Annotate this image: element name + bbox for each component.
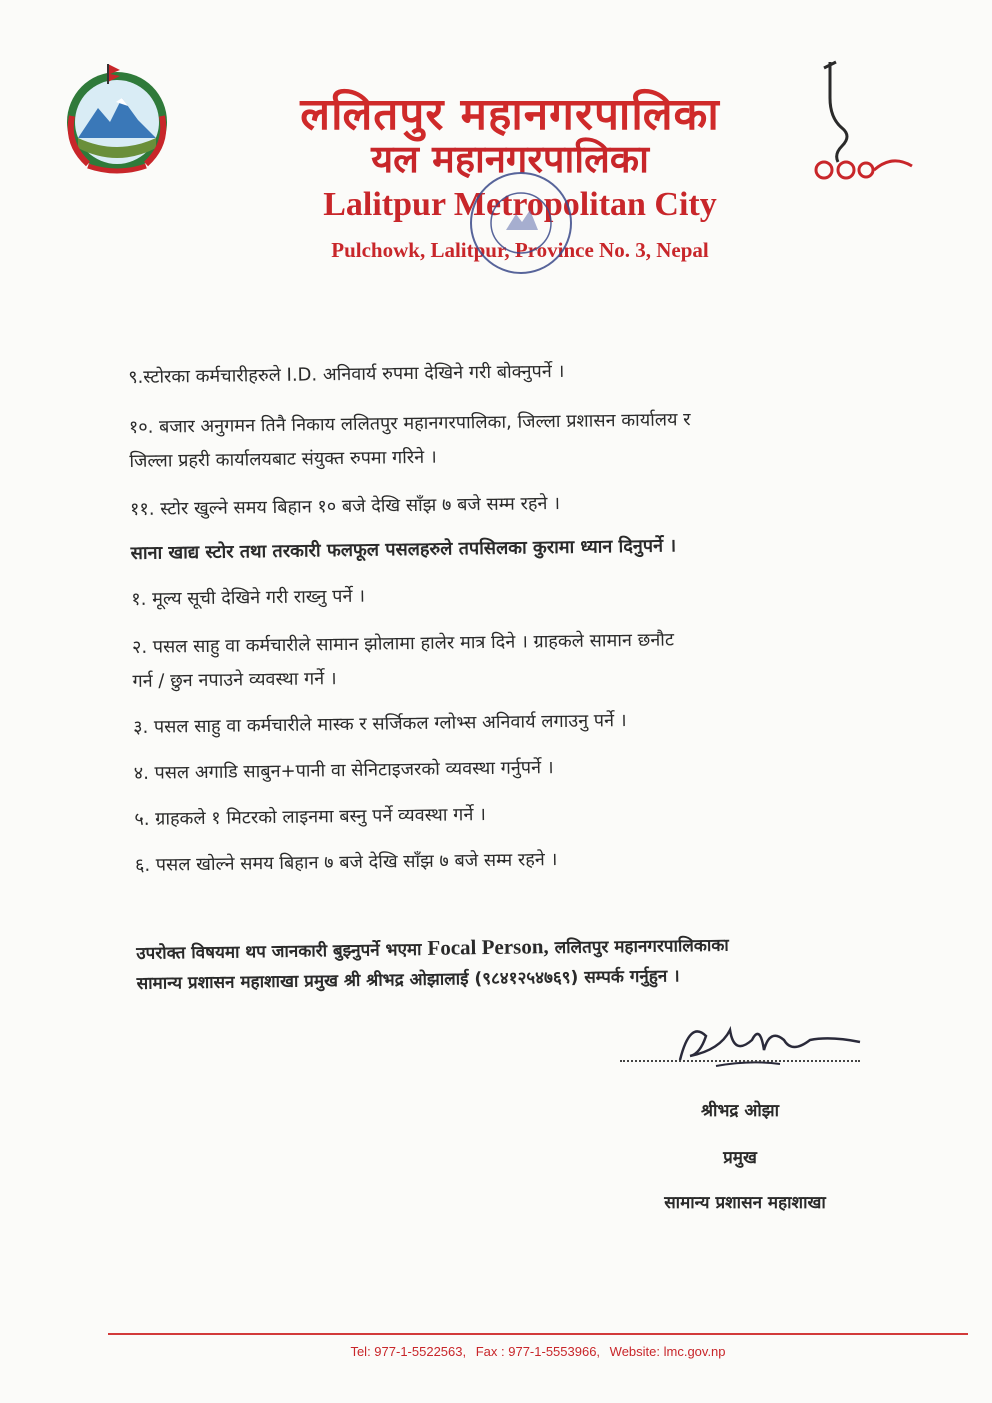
shop-item-5: ५. ग्राहकले १ मिटरको लाइनमा बस्नु पर्ने व्यवस्था गर्ने ।: [134, 804, 487, 830]
section-heading: साना खाद्य स्टोर तथा तरकारी फलफूल पसलहरुले तपसिलका कुरामा ध्यान दिनुपर्ने ।: [130, 535, 677, 564]
title-english: Lalitpur Metropolitan City: [323, 186, 717, 223]
title-nepali: ललितपुर महानगरपालिका: [300, 89, 720, 140]
office-address: Pulchowk, Lalitpur, Province No. 3, Nepal: [331, 238, 709, 262]
office-stamp-icon: [466, 168, 576, 278]
signatory-role: प्रमुख: [723, 1148, 757, 1168]
item-10-line1: १०. बजार अनुगमन तिनै निकाय ललितपुर महानगरपालिका, जिल्ला प्रशासन कार्यालय र: [128, 409, 691, 438]
item-10-line2: जिल्ला प्रहरी कार्यालयबाट संयुक्त रुपमा गरिने ।: [129, 446, 437, 472]
letter-body: [128, 349, 897, 998]
item-11: ११. स्टोर खुल्ने समय बिहान १० बजे देखि साँझ ७ बजे सम्म रहने ।: [129, 492, 561, 520]
nepal-emblem-icon: [58, 60, 176, 178]
footer-divider: [108, 1333, 968, 1335]
signatory-name: श्रीभद्र ओझा: [701, 1101, 779, 1121]
title-newari: यल महानगरपालिका: [371, 136, 649, 181]
signature-line: [620, 1060, 860, 1062]
shop-item-6: ६. पसल खोल्ने समय बिहान ७ बजे देखि साँझ ७ बजे सम्म रहने ।: [134, 849, 558, 876]
handwritten-signature-icon: [660, 1010, 870, 1080]
signatory-department: सामान्य प्रशासन महाशाखा: [664, 1193, 826, 1213]
footer-tel: Tel: 977-1-5522563,: [350, 1344, 467, 1359]
footer-contact: [108, 1344, 968, 1359]
contact-line-1: उपरोक्त विषयमा थप जानकारी बुझ्नुपर्ने भएमा Focal Person, ललितपुर महानगरपालिकाका: [136, 934, 729, 964]
item-9: ९.स्टोरका कर्मचारीहरुले I.D. अनिवार्य रुपमा देखिने गरी बोक्नुपर्ने ।: [128, 360, 565, 388]
shop-item-4: ४. पसल अगाडि साबुन+पानी वा सेनिटाइजरको व्यवस्था गर्नुपर्ने ।: [133, 757, 554, 784]
shop-item-2-line2: गर्न / छुन नपाउने व्यवस्था गर्ने ।: [132, 668, 337, 692]
footer-fax: Fax : 977-1-5553966,: [475, 1344, 601, 1359]
shop-item-3: ३. पसल साहु वा कर्मचारीले मास्क र सर्जिकल ग्लोभ्स अनिवार्य लगाउनु पर्ने ।: [132, 710, 627, 738]
contact-line-2: सामान्य प्रशासन महाशाखा प्रमुख श्री श्रीभद्र ओझालाई (९८४१२५४७६९) सम्पर्क गर्नुहुन ।: [136, 966, 680, 994]
shop-item-2-line1: २. पसल साहु वा कर्मचारीले सामान झोलामा हालेर मात्र दिने । ग्राहकले सामान छनौट: [131, 629, 675, 658]
footer-website: Website: lmc.gov.np: [609, 1344, 726, 1359]
shop-item-1: १. मूल्य सूची देखिने गरी राख्नु पर्ने ।: [131, 585, 366, 610]
municipal-symbol-icon: [808, 58, 918, 188]
signature-block: [600, 1010, 880, 1270]
